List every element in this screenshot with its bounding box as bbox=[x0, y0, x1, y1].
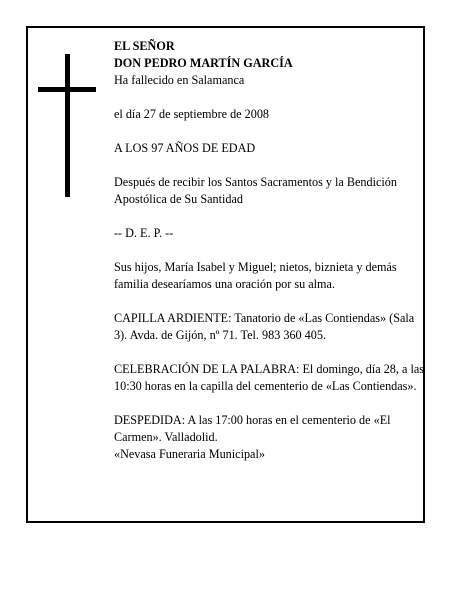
death-date: el día 27 de septiembre de 2008 bbox=[114, 107, 270, 121]
rip-line: -- D. E. P. -- bbox=[114, 226, 174, 240]
deceased-name: DON PEDRO MARTÍN GARCÍA bbox=[114, 56, 293, 70]
funeral-home: «Nevasa Funeraria Municipal» bbox=[114, 447, 265, 461]
family-text: Sus hijos, María Isabel y Miguel; nietos, biznieta y demás familia desearíamos una oración por su alma. bbox=[114, 260, 397, 291]
chapel-info: CAPILLA ARDIENTE: Tanatorio de «Las Contiendas» (Sala 3). Avda. de Gijón, nº 71. Tel. 983 360 405. bbox=[114, 311, 415, 342]
sacraments-text: Después de recibir los Santos Sacramentos y la Bendición Apostólica de Su Santidad bbox=[114, 175, 397, 206]
cross-icon-bar bbox=[38, 87, 96, 92]
heading-title: EL SEÑOR bbox=[114, 39, 175, 53]
farewell-info: DESPEDIDA: A las 17:00 horas en el cementerio de «El Carmen». Valladolid. bbox=[114, 413, 391, 444]
age-line: A LOS 97 AÑOS DE EDAD bbox=[114, 141, 256, 155]
cross-icon bbox=[65, 54, 70, 197]
celebration-info: CELEBRACIÓN DE LA PALABRA: El domingo, día 28, a las 10:30 horas en la capilla del cementerio de «Las Contiendas». bbox=[114, 362, 424, 393]
death-place: Ha fallecido en Salamanca bbox=[114, 73, 245, 87]
obituary-text bbox=[114, 38, 428, 463]
